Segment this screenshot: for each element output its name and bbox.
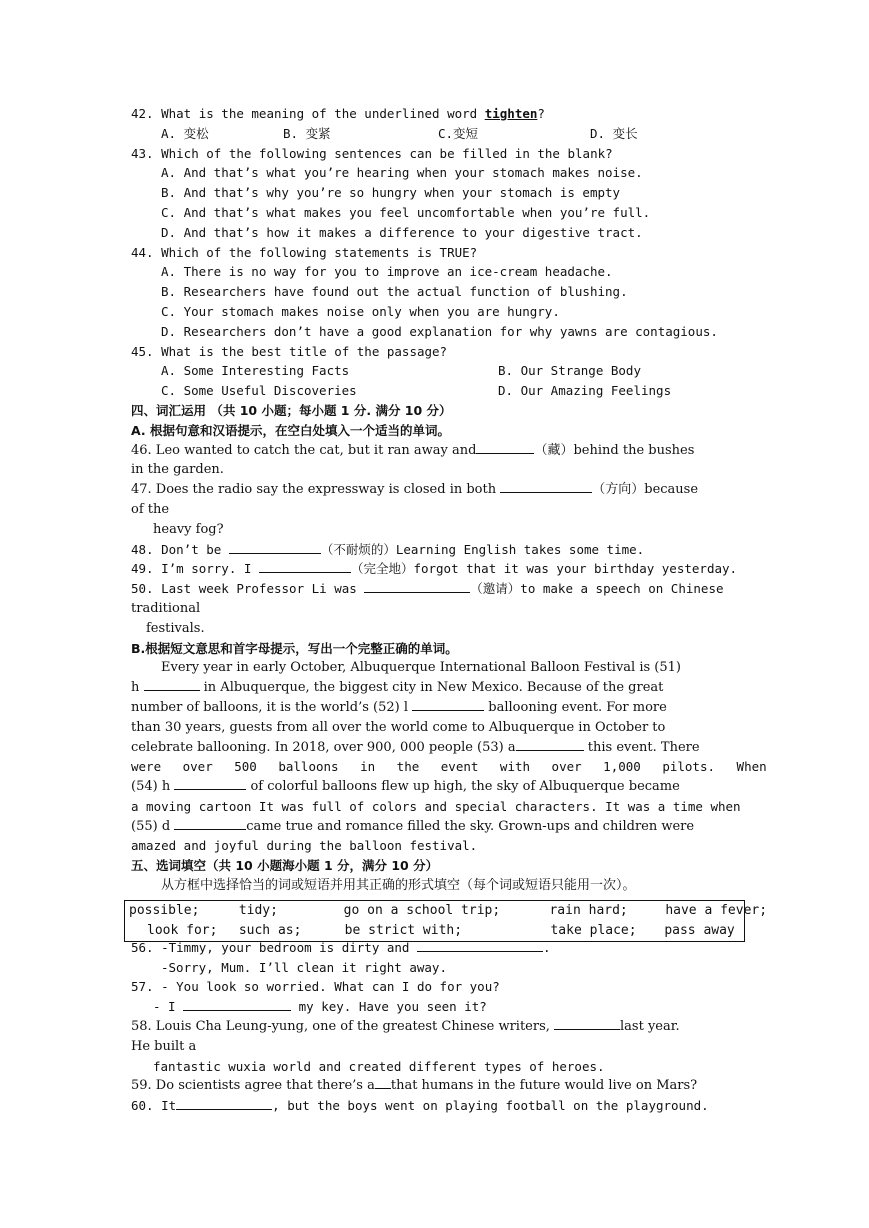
question-60 bbox=[131, 1096, 737, 1116]
q49-text: 49. I’m sorry. I bbox=[131, 561, 259, 577]
q50-hint: （邀请）to make a speech on Chinese bbox=[470, 581, 724, 597]
word-box-row-1 bbox=[125, 901, 768, 921]
word-option: pass away bbox=[664, 922, 735, 938]
q57-text: - I bbox=[153, 999, 184, 1015]
q44-option-c: C. Your stomach makes noise only when you are hungry. bbox=[161, 303, 560, 319]
q42-option-d: D. 变长 bbox=[590, 125, 638, 141]
question-42 bbox=[131, 104, 737, 124]
passage-text: celebrate ballooning. In 2018, over 900, 000 people (53) a bbox=[131, 739, 516, 755]
answer-blank[interactable] bbox=[554, 1017, 620, 1030]
passage-line-1: Every year in early October, Albuquerque International Balloon Festival is (51) bbox=[161, 660, 681, 676]
word-option: look for; bbox=[147, 922, 218, 938]
q58-continuation: He built a bbox=[131, 1038, 197, 1054]
answer-blank[interactable] bbox=[500, 480, 592, 493]
passage-text: came true and romance filled the sky. Grown-ups and children were bbox=[246, 818, 695, 834]
passage-line-9 bbox=[131, 817, 737, 837]
q49-hint: （完全地）forgot that it was your birthday yesterday. bbox=[350, 561, 738, 577]
answer-blank[interactable] bbox=[176, 1097, 272, 1110]
question-59 bbox=[131, 1076, 737, 1096]
word-choice-box bbox=[124, 900, 768, 942]
underlined-word: tighten bbox=[484, 106, 538, 121]
word-option: have a fever; bbox=[665, 903, 768, 918]
q45-options-row1 bbox=[131, 361, 737, 381]
q58-text-end: last year. bbox=[620, 1019, 680, 1035]
q60-text: 60. It bbox=[131, 1098, 177, 1114]
q45-option-d: D. Our Amazing Feelings bbox=[498, 383, 672, 399]
answer-blank[interactable] bbox=[174, 817, 246, 830]
q44-option-b: B. Researchers have found out the actual function of blushing. bbox=[161, 284, 628, 300]
word-option: tidy; bbox=[238, 903, 278, 918]
passage-text: in Albuquerque, the biggest city in New Mexico. Because of the great bbox=[199, 680, 664, 696]
question-50 bbox=[131, 579, 737, 599]
question-43: 43. Which of the following sentences can be filled in the blank? bbox=[131, 145, 613, 161]
answer-blank[interactable] bbox=[516, 738, 584, 751]
passage-text: of colorful balloons flew up high, the sky of Albuquerque became bbox=[246, 779, 680, 795]
question-58 bbox=[131, 1017, 737, 1037]
q48-text: 48. Don’t be bbox=[131, 541, 229, 557]
passage-text: number of balloons, it is the world’s (52) l bbox=[131, 699, 413, 715]
q57-reply bbox=[131, 997, 737, 1017]
passage-line-5 bbox=[131, 738, 737, 758]
word-option: such as; bbox=[238, 922, 302, 938]
q57-text-end: my key. Have you seen it? bbox=[291, 999, 487, 1015]
q42-option-c: C.变短 bbox=[438, 125, 479, 141]
word-option: take place; bbox=[550, 922, 637, 938]
answer-blank[interactable] bbox=[476, 441, 534, 454]
q46-continuation: in the garden. bbox=[131, 462, 224, 478]
word-option: be strict with; bbox=[344, 922, 463, 938]
q47-hint: （方向）because bbox=[592, 482, 699, 498]
passage-text: (55) d bbox=[131, 818, 175, 834]
q46-text: 46. Leo wanted to catch the cat, but it ran away and bbox=[131, 442, 477, 458]
word-option: rain hard; bbox=[549, 903, 628, 918]
q45-options-row2 bbox=[131, 381, 737, 401]
answer-blank[interactable] bbox=[364, 580, 470, 593]
q42-options bbox=[131, 124, 737, 144]
section-4-part-b-heading: B.根据短文意思和首字母提示，写出一个完整正确的单词。 bbox=[131, 640, 458, 656]
section-5-instruction: 从方框中选择恰当的词或短语并用其正确的形式填空（每个词或短语只能用一次）。 bbox=[161, 878, 636, 894]
q43-option-a: A. And that’s what you’re hearing when your stomach makes noise. bbox=[161, 165, 643, 181]
answer-blank[interactable] bbox=[412, 698, 484, 711]
q58-continuation-2: fantastic wuxia world and created different types of heroes. bbox=[153, 1058, 605, 1074]
q45-option-c: C. Some Useful Discoveries bbox=[161, 383, 357, 399]
word-box-row-2 bbox=[125, 921, 744, 941]
answer-blank[interactable] bbox=[259, 560, 351, 573]
passage-line-10: amazed and joyful during the balloon festival. bbox=[131, 838, 478, 854]
q47-continuation: of the bbox=[131, 501, 170, 517]
question-44: 44. Which of the following statements is TRUE? bbox=[131, 244, 478, 260]
q50-text: 50. Last week Professor Li was bbox=[131, 581, 365, 597]
passage-line-2 bbox=[131, 678, 737, 698]
q47-text: 47. Does the radio say the expressway is closed in both bbox=[131, 482, 501, 498]
section-5-title: 五、选词填空（共 10 小题海小题 1 分，满分 10 分） bbox=[131, 858, 439, 874]
q48-hint: （不耐烦的）Learning English takes some time. bbox=[320, 541, 645, 557]
q56-reply: -Sorry, Mum. I’ll clean it right away. bbox=[161, 959, 447, 975]
q43-option-c: C. And that’s what makes you feel uncomfortable when you’re full. bbox=[161, 204, 651, 220]
q59-text: 59. Do scientists agree that there’s a bbox=[131, 1078, 375, 1094]
q50-continuation-2: festivals. bbox=[146, 620, 205, 636]
q58-text: 58. Louis Cha Leung-yung, one of the greatest Chinese writers, bbox=[131, 1019, 555, 1035]
question-49 bbox=[131, 559, 737, 579]
q46-hint: （藏）behind the bushes bbox=[534, 442, 695, 458]
q44-option-a: A. There is no way for you to improve an ice-cream headache. bbox=[161, 264, 613, 280]
question-48 bbox=[131, 540, 737, 560]
passage-text: h bbox=[131, 680, 144, 696]
q60-text-end: , but the boys went on playing football on the playground. bbox=[272, 1098, 709, 1114]
answer-blank[interactable] bbox=[174, 777, 246, 790]
word-option: go on a school trip; bbox=[343, 903, 501, 918]
q43-option-d: D. And that’s how it makes a difference to your digestive tract. bbox=[161, 224, 643, 240]
passage-text: this event. There bbox=[583, 739, 700, 755]
passage-text: ballooning event. For more bbox=[484, 699, 667, 715]
q42-option-a: A. 变松 bbox=[161, 125, 209, 141]
q42-stem-post: ? bbox=[537, 106, 545, 121]
document-page bbox=[131, 104, 767, 1116]
answer-blank[interactable] bbox=[144, 678, 200, 691]
q56-text: 56. -Timmy, your bedroom is dirty and bbox=[131, 939, 417, 955]
answer-blank[interactable] bbox=[375, 1076, 391, 1089]
answer-blank[interactable] bbox=[229, 541, 321, 554]
question-47 bbox=[131, 480, 737, 500]
question-57: 57. - You look so worried. What can I do for you? bbox=[131, 979, 500, 995]
q42-option-b: B. 变紧 bbox=[283, 125, 331, 141]
passage-line-6: were over 500 balloons in the event with over 1,000 pilots. When bbox=[131, 759, 767, 775]
q59-text-end: that humans in the future would live on Mars? bbox=[390, 1078, 698, 1094]
passage-line-7 bbox=[131, 777, 737, 797]
q43-option-b: B. And that’s why you’re so hungry when your stomach is empty bbox=[161, 185, 621, 201]
passage-line-4: than 30 years, guests from all over the world come to Albuquerque in October to bbox=[131, 719, 666, 735]
q50-continuation: traditional bbox=[131, 600, 201, 616]
word-option: possible; bbox=[129, 903, 200, 918]
passage-line-8: a moving cartoon It was full of colors and special characters. It was a time when bbox=[131, 798, 741, 814]
question-45: 45. What is the best title of the passage? bbox=[131, 343, 448, 359]
q56-text-end: . bbox=[542, 939, 551, 955]
section-4-part-a-heading: A. 根据句意和汉语提示，在空白处填入一个适当的单词。 bbox=[131, 422, 451, 438]
q45-option-a: A. Some Interesting Facts bbox=[161, 363, 350, 379]
q44-option-d: D. Researchers don’t have a good explanation for why yawns are contagious. bbox=[161, 323, 718, 339]
question-46 bbox=[131, 441, 737, 461]
q47-continuation-2: heavy fog? bbox=[153, 521, 224, 537]
q45-option-b: B. Our Strange Body bbox=[498, 363, 641, 379]
q42-stem-pre: 42. What is the meaning of the underlined word bbox=[131, 106, 485, 121]
passage-text: (54) h bbox=[131, 779, 175, 795]
passage-line-3 bbox=[131, 698, 737, 718]
section-4-title: 四、词汇运用 （共 10 小题；每小题 1 分. 满分 10 分） bbox=[131, 402, 452, 418]
answer-blank[interactable] bbox=[183, 998, 291, 1011]
